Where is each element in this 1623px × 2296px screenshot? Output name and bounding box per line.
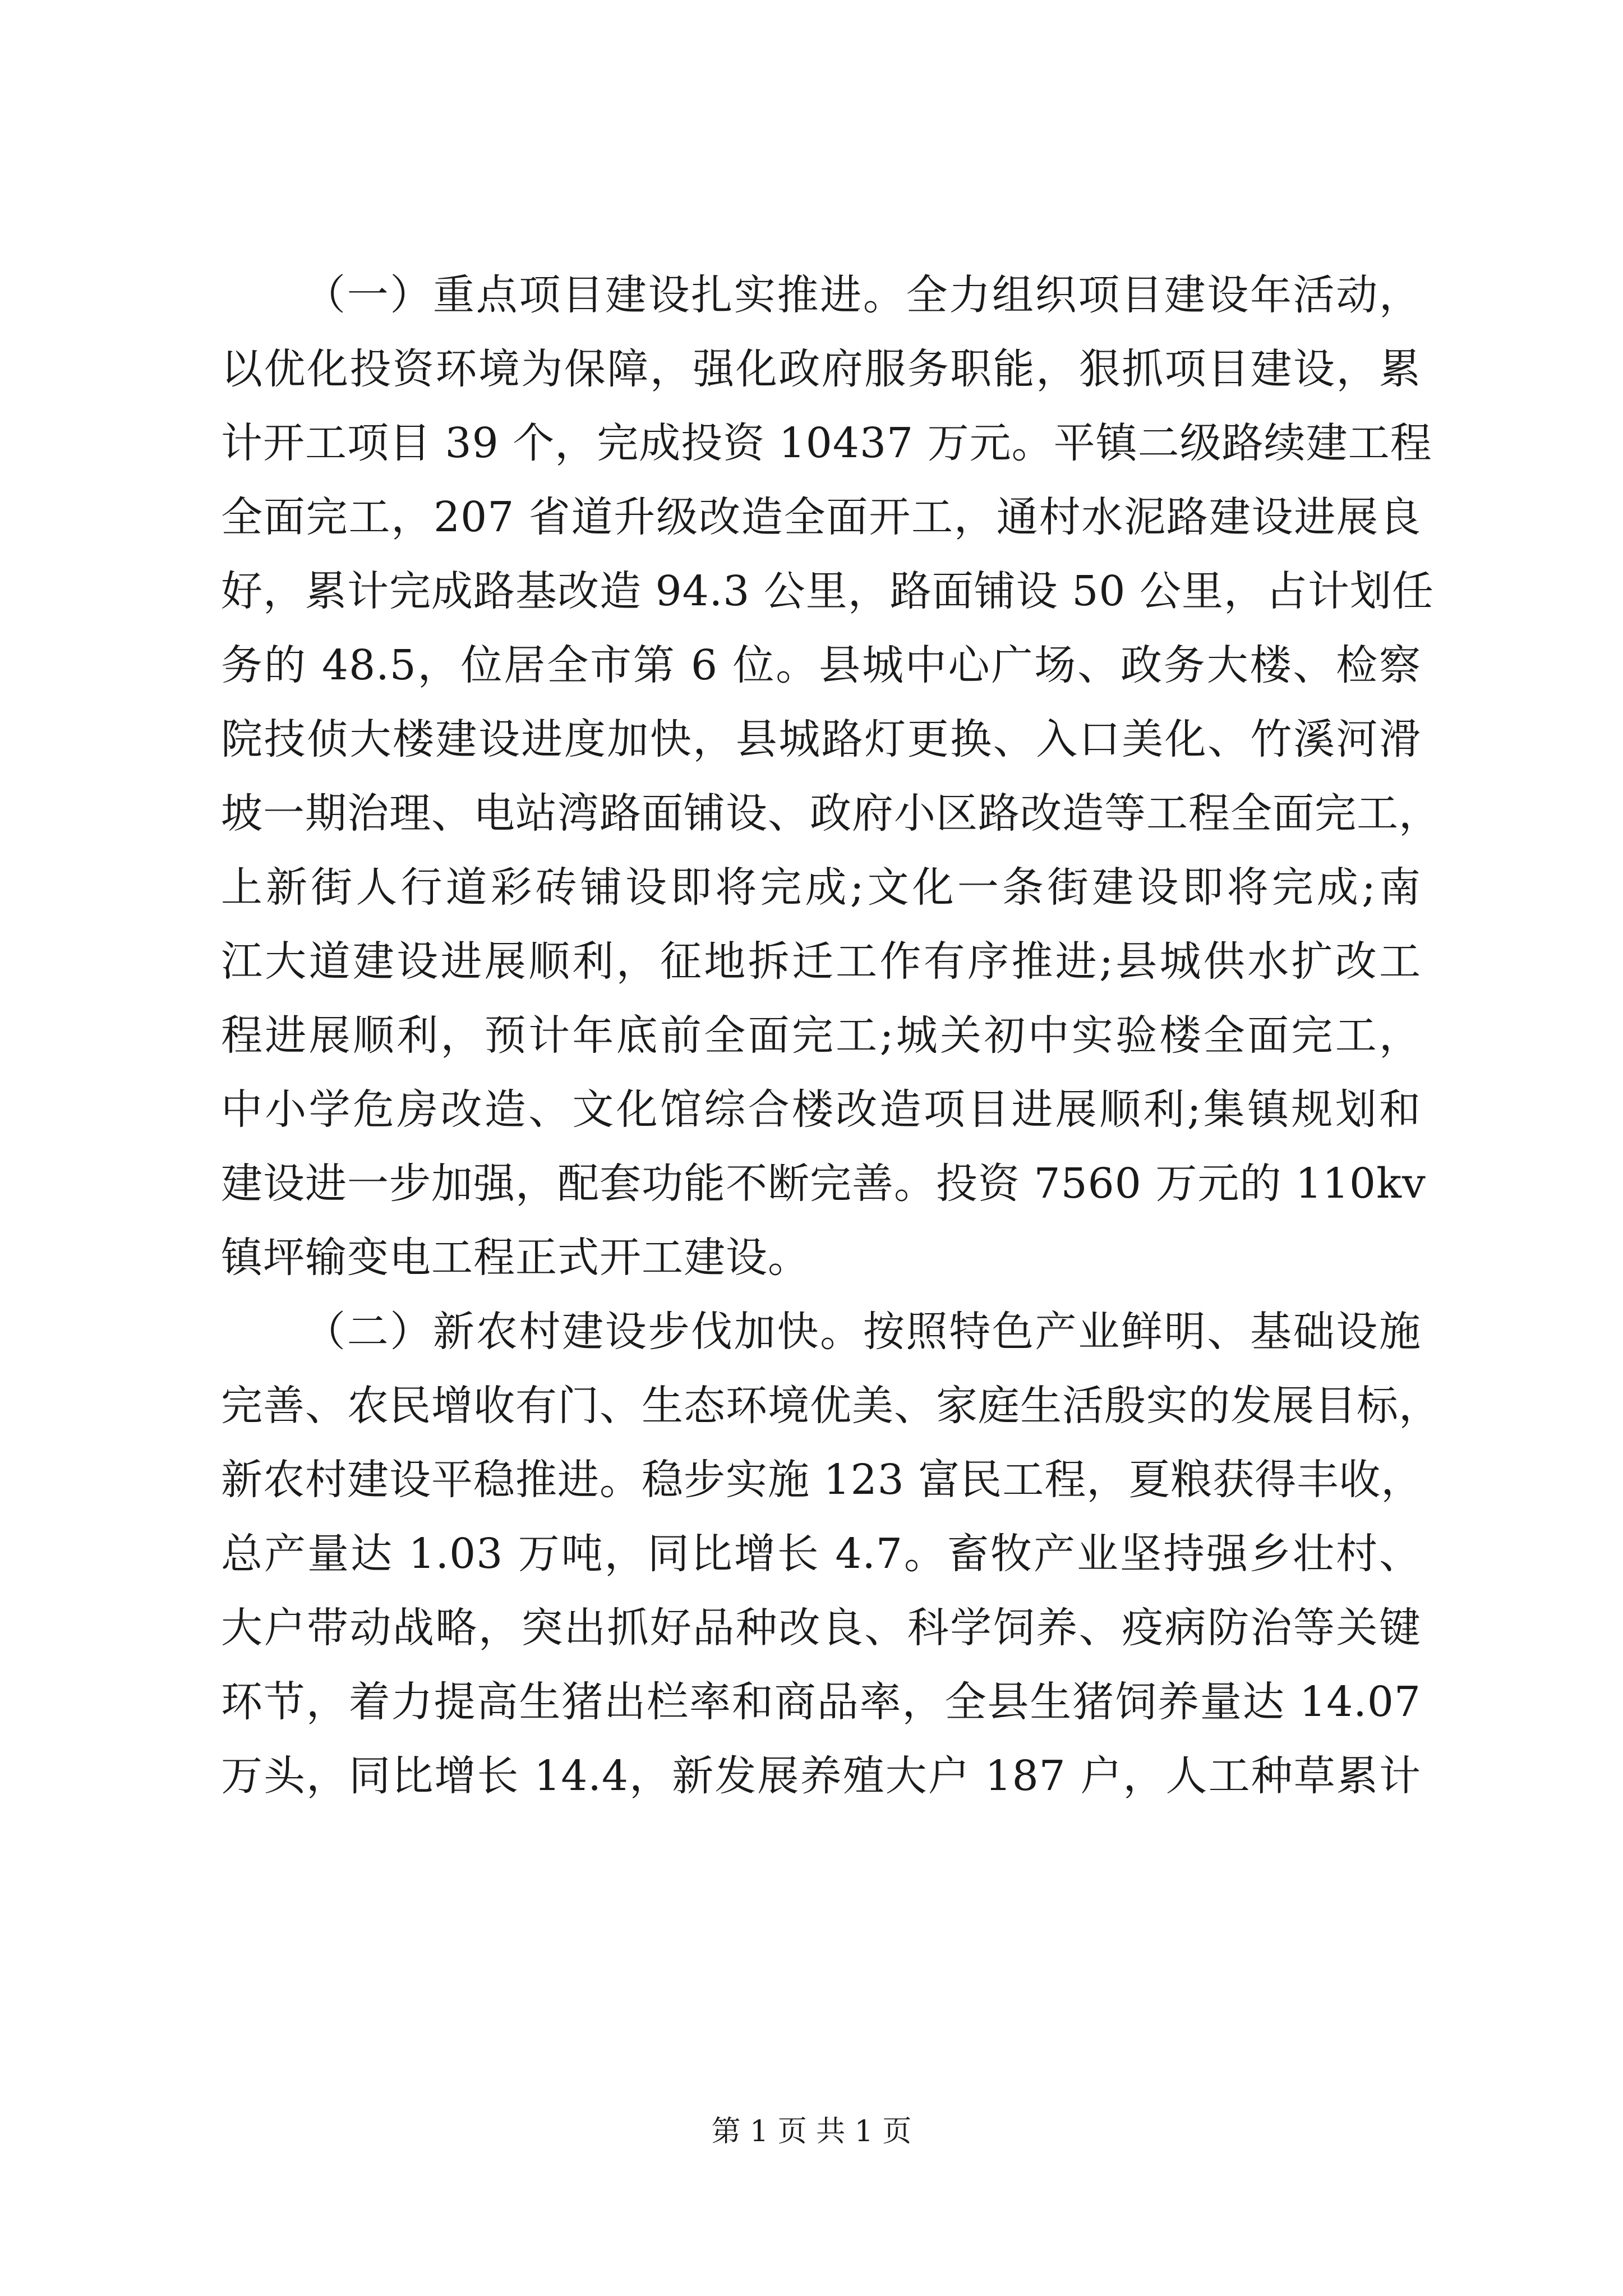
text-line: （二）新农村建设步伐加快。按照特色产业鲜明、基础设施: [304, 1308, 1421, 1356]
text-line: 万头，同比增长 14.4，新发展养殖大户 187 户，人工种草累计: [221, 1752, 1421, 1800]
text-line: 计开工项目 39 个，完成投资 10437 万元。平镇二级路续建工程: [221, 419, 1432, 467]
text-line: 新农村建设平稳推进。稳步实施 123 富民工程，夏粮获得丰收，: [221, 1456, 1423, 1504]
text-line: 程进展顺利，预计年底前全面完工;城关初中实验楼全面完工，: [221, 1011, 1421, 1060]
text-line: 江大道建设进展顺利，征地拆迁工作有序推进;县城供水扩改工: [221, 937, 1421, 986]
text-line: 院技侦大楼建设进度加快，县城路灯更换、入口美化、竹溪河滑: [221, 715, 1421, 763]
text-line: 以优化投资环境为保障，强化政府服务职能，狠抓项目建设，累: [221, 345, 1421, 393]
text-line: 总产量达 1.03 万吨，同比增长 4.7。畜牧产业坚持强乡壮村、: [221, 1530, 1421, 1578]
text-line: 大户带动战略，突出抓好品种改良、科学饲养、疫病防治等关键: [221, 1604, 1421, 1652]
text-line: 环节，着力提高生猪出栏率和商品率，全县生猪饲养量达 14.07: [221, 1678, 1421, 1726]
document-body: [221, 258, 1441, 1813]
text-line: 全面完工，207 省道升级改造全面开工，通村水泥路建设进展良: [221, 493, 1421, 541]
text-line: 建设进一步加强，配套功能不断完善。投资 7560 万元的 110kv: [221, 1159, 1426, 1208]
text-line: 上新街人行道彩砖铺设即将完成;文化一条街建设即将完成;南: [221, 863, 1421, 912]
paragraph-2: [221, 1295, 1441, 1813]
paragraph-1: [221, 258, 1441, 1295]
text-line: 完善、农民增收有门、生态环境优美、家庭生活殷实的发展目标，: [221, 1382, 1441, 1430]
text-line: 中小学危房改造、文化馆综合楼改造项目进展顺利;集镇规划和: [221, 1085, 1421, 1134]
text-line: 镇坪输变电工程正式开工建设。: [221, 1234, 810, 1282]
text-line: 好，累计完成路基改造 94.3 公里，路面铺设 50 公里，占计划任: [221, 567, 1435, 615]
text-line: （一）重点项目建设扎实推进。全力组织项目建设年活动，: [304, 271, 1421, 319]
text-line: 务的 48.5，位居全市第 6 位。县城中心广场、政务大楼、检察: [221, 641, 1421, 689]
page-footer: 第 1 页 共 1 页: [711, 2115, 912, 2148]
text-line: 坡一期治理、电站湾路面铺设、政府小区路改造等工程全面完工，: [221, 789, 1441, 838]
